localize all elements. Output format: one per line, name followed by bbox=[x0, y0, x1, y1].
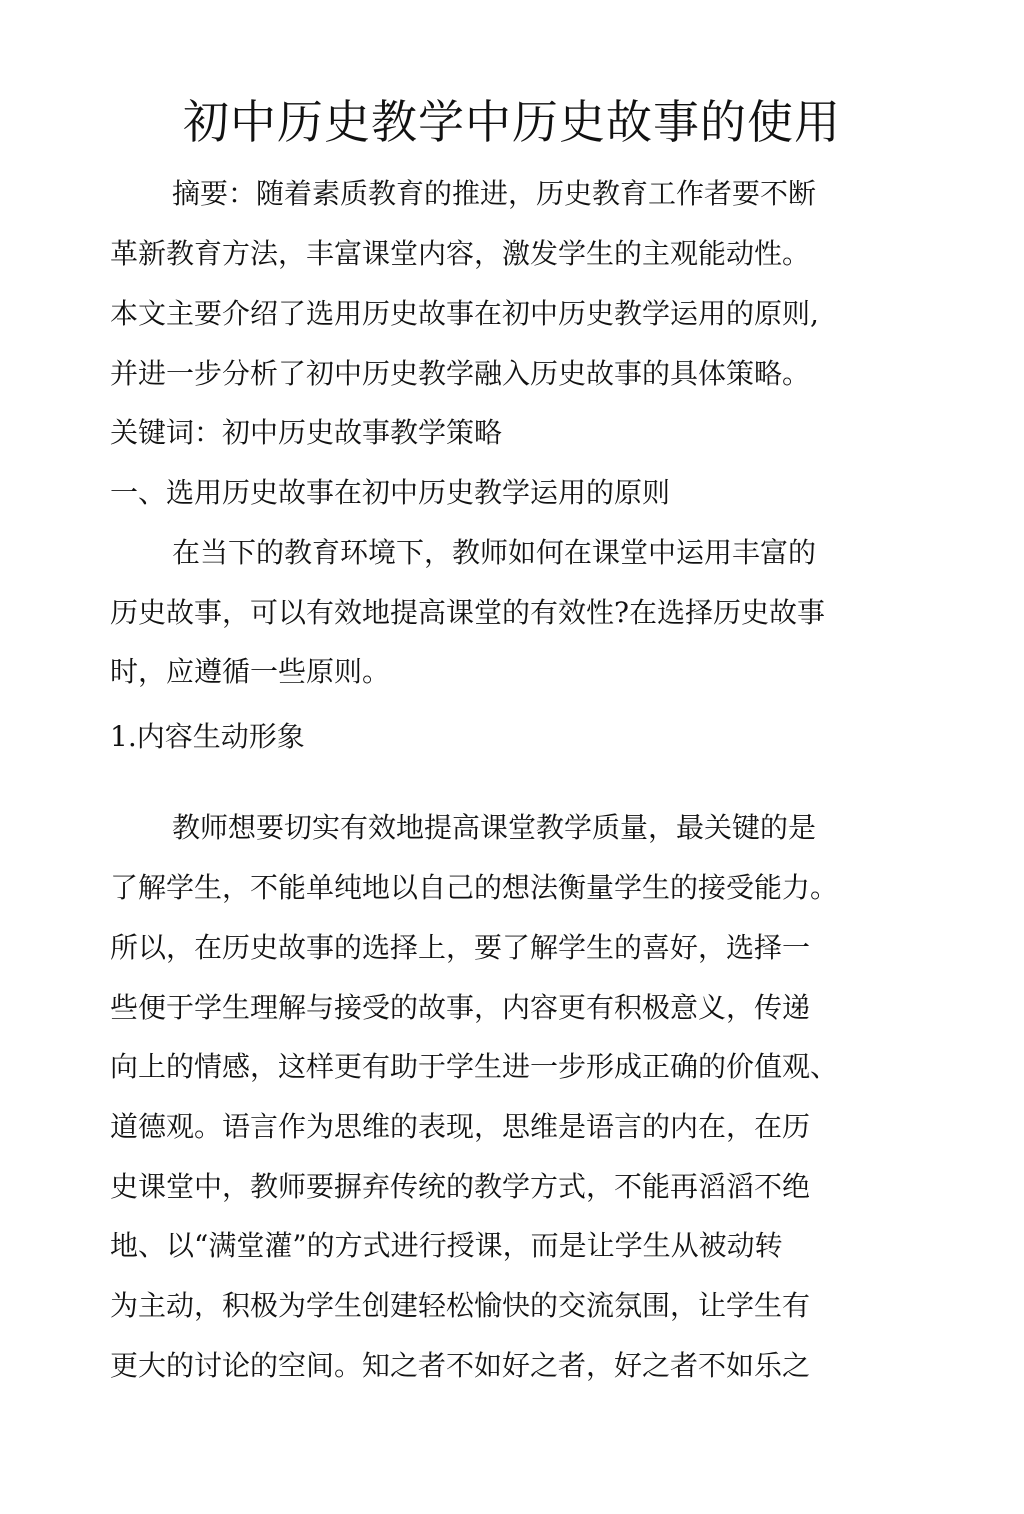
paragraph-line: 向上的情感，这样更有助于学生进一步形成正确的价值观、 bbox=[110, 1050, 839, 1083]
paragraph-line: 教师想要切实有效地提高课堂教学质量，最关键的是 bbox=[172, 811, 817, 844]
paragraph-line: 地、以“满堂灌”的方式进行授课，而是让学生从被动转 bbox=[110, 1229, 783, 1262]
paragraph-line: 历史故事，可以有效地提高课堂的有效性?在选择历史故事 bbox=[110, 596, 826, 629]
section-heading: 一、选用历史故事在初中历史教学运用的原则 bbox=[110, 476, 671, 509]
paragraph-line: 为主动，积极为学生创建轻松愉快的交流氛围，让学生有 bbox=[110, 1289, 811, 1322]
subsection-heading: 1.内容生动形象 bbox=[110, 720, 305, 753]
abstract-line: 革新教育方法，丰富课堂内容，激发学生的主观能动性。 bbox=[110, 237, 811, 270]
paragraph-line: 了解学生，不能单纯地以自己的想法衡量学生的接受能力。 bbox=[110, 871, 839, 904]
paragraph-line: 更大的讨论的空间。知之者不如好之者，好之者不如乐之 bbox=[110, 1349, 811, 1382]
paragraph-line: 道德观。语言作为思维的表现，思维是语言的内在，在历 bbox=[110, 1110, 811, 1143]
abstract-line: 摘要：随着素质教育的推进，历史教育工作者要不断 bbox=[172, 177, 817, 210]
paragraph-line: 所以，在历史故事的选择上，要了解学生的喜好，选择一 bbox=[110, 931, 811, 964]
paragraph-line: 史课堂中，教师要摒弃传统的教学方式，不能再滔滔不绝 bbox=[110, 1170, 811, 1203]
document-title: 初中历史教学中历史故事的使用 bbox=[183, 95, 841, 149]
paragraph-line: 时，应遵循一些原则。 bbox=[110, 655, 391, 688]
paragraph-line: 些便于学生理解与接受的故事，内容更有积极意义，传递 bbox=[110, 991, 811, 1024]
keywords-line: 关键词：初中历史故事教学策略 bbox=[110, 416, 503, 449]
abstract-line: 并进一步分析了初中历史教学融入历史故事的具体策略。 bbox=[110, 357, 811, 390]
paragraph-line: 在当下的教育环境下，教师如何在课堂中运用丰富的 bbox=[172, 536, 817, 569]
abstract-line: 本文主要介绍了选用历史故事在初中历史教学运用的原则, bbox=[110, 297, 819, 330]
